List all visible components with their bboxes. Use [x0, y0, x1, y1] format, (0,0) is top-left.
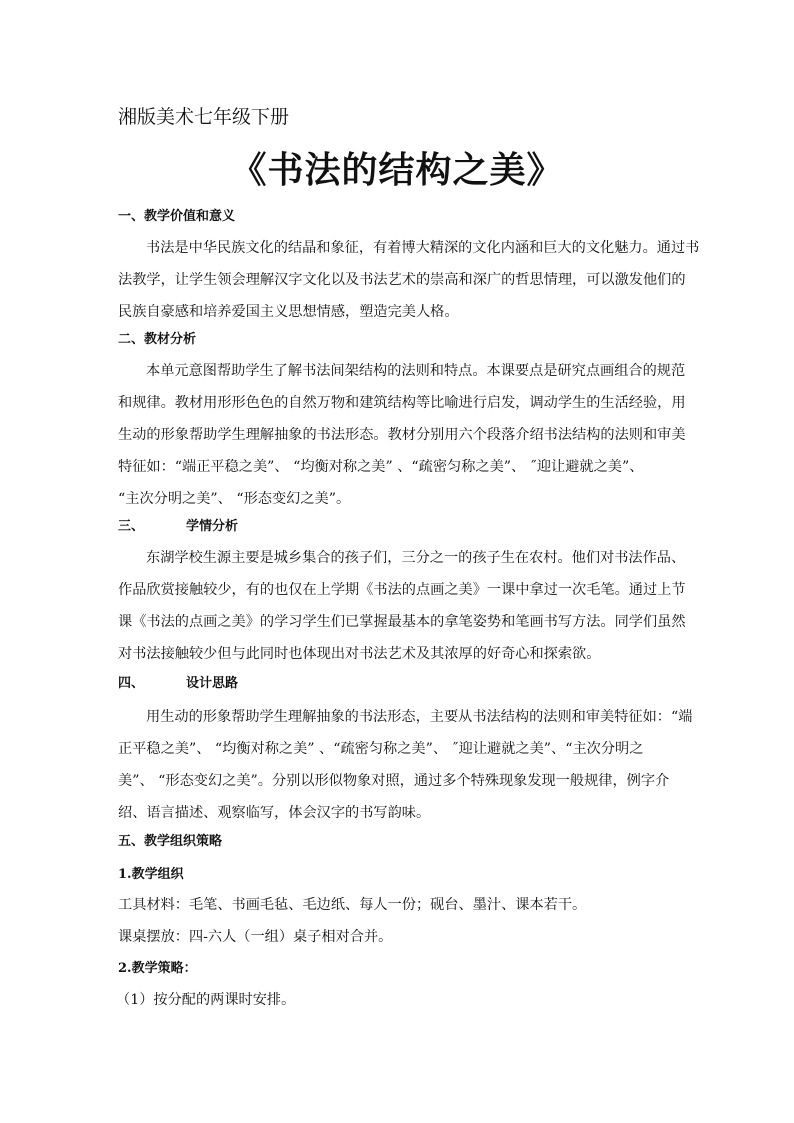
section-body-value — [118, 232, 700, 328]
section-number: 三、 — [118, 519, 145, 534]
page-title: 《书法的结构之美》 — [230, 149, 564, 191]
paragraph-line: 美”、 “形态变幻之美”。分别以形似物象对照，通过多个特殊现象发现一般规律，例字介 — [118, 773, 670, 789]
desks-line: 课桌摆放：四-六人（一组）桌子相对合并。 — [118, 929, 393, 945]
section-heading-text: 设计思路 — [186, 676, 239, 691]
textbook-label: 湘版美术七年级下册 — [118, 106, 290, 128]
paragraph-line: 民族自豪感和培养爱国主义思想情感，塑造完美人格。 — [118, 304, 459, 320]
section-heading-students — [118, 517, 238, 537]
section-body-analysis — [118, 355, 686, 515]
paragraph-line: 用生动的形象帮助学生理解抽象的书法形态，主要从书法结构的法则和审美特征如：“端 — [146, 709, 693, 725]
paragraph-line: 对书法接触较少但与此同时也体现出对书法艺术及其浓厚的好奇心和探索欲。 — [118, 646, 601, 662]
section-heading-value: 一、教学价值和意义 — [118, 209, 236, 224]
paragraph-line: 书法是中华民族文化的结晶和象征，有着博大精深的文化内涵和巨大的文化魅力。通过书 — [146, 240, 700, 256]
paragraph-line: 课《书法的点画之美》的学习学生们已掌握最基本的拿笔姿势和笔画书写方法。同学们虽然 — [118, 614, 686, 630]
paragraph-line: 本单元意图帮助学生了解书法间架结构的法则和特点。本课要点是研究点画组合的规范 — [146, 363, 686, 379]
paragraph-line: 正平稳之美”、 “均衡对称之美” 、“疏密匀称之美”、 ˝迎让避就之美”、“主次分明之 — [118, 741, 644, 757]
paragraph-line: 绍、语言描述、观察临写，体会汉字的书写韵味。 — [118, 805, 431, 821]
paragraph-line: 东湖学校生源主要是城乡集合的孩子们，三分之一的孩子生在农村。他们对书法作品、 — [146, 550, 686, 566]
section-body-design — [118, 701, 693, 829]
section-body-students — [118, 542, 686, 670]
section-heading-strategy: 五、教学组织策略 — [118, 834, 223, 849]
section-number: 四、 — [118, 676, 145, 691]
paragraph-line: 和规律。教材用形形色色的自然万物和建筑结构等比喻进行启发，调动学生的生活经验，用 — [118, 395, 686, 411]
paragraph-line: 法教学，让学生领会理解汉字文化以及书法艺术的崇高和深广的哲思情理，可以激发他们的 — [118, 272, 686, 288]
paragraph-line: 特征如：“端正平稳之美”、 “均衡对称之美” 、“疏密匀称之美”、 ˝迎让避就之美”、 — [118, 459, 644, 475]
section-heading-design — [118, 674, 238, 694]
section-heading-analysis: 二、教材分析 — [118, 332, 197, 347]
paragraph-line: 生动的形象帮助学生理解抽象的书法形态。教材分别用六个段落介绍书法结构的法则和审美 — [118, 427, 686, 443]
section-heading-text: 学情分析 — [186, 519, 239, 534]
strategy-item: （1）按分配的两课时安排。 — [116, 992, 296, 1008]
paragraph-line: “主次分明之美”、 “形态变幻之美”。 — [118, 491, 351, 507]
paragraph-line: 作品欣赏接触较少，有的也仅在上学期《书法的点画之美》一课中拿过一次毛笔。通过上节 — [118, 582, 686, 598]
subheading-strategy: 2.教学策略： — [118, 961, 197, 976]
subheading-organization: 1.教学组织 — [118, 867, 184, 882]
tools-line: 工具材料：毛笔、书画毛毡、毛边纸、每人一份；砚台、墨汁、课本若干。 — [118, 897, 587, 913]
